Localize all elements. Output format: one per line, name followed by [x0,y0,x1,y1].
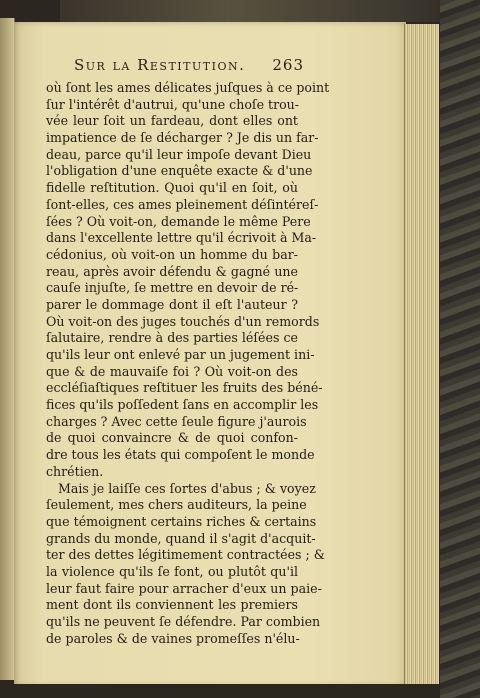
text-line: qu'ils ne peuvent ſe défendre. Par combien [46,614,321,629]
text-line: deau, parce qu'il leur impoſe devant Dieu [46,146,312,162]
text-line: que témoignent certains riches & certains [46,513,317,529]
body-text [46,80,330,647]
text-line: fices qu'ils poſſedent ſans en accomplir les [46,397,319,413]
running-title: Sur la Restitution. [74,56,246,74]
text-line: qu'ils leur ont enlevé par un jugement ini- [46,347,315,362]
running-header [74,56,304,80]
text-line: fidelle reſtitution. Quoi qu'il en ſoit, où [46,180,298,196]
text-line: grands du monde, quand il s'agit d'acquit- [46,530,316,546]
page-block-edge [404,24,439,686]
text-line: Mais je laiſſe ces ſortes d'abus ; & voyez [58,480,316,496]
text-line: ſont-elles, ces ames pleinement déſintéreſ- [46,196,319,212]
text-line: l'obligation d'une enquête exacte & d'une [46,163,313,179]
text-line: vée leur ſoit un fardeau, dont elles ont [46,113,298,129]
text-line: où ſont les ames délicates juſques à ce point [46,80,330,95]
book-cover-marbled [440,0,480,698]
text-line: ſées ? Où voit-on, demande le même Pere [46,213,311,229]
text-line: que & de mauvaiſe foi ? Où voit-on des [46,363,298,379]
text-line: de paroles & de vaines promeſſes n'élu- [46,630,300,646]
text-line: de quoi convaincre & de quoi confon- [46,430,298,446]
text-line: ter des dettes légitimement contractées ; & [46,547,325,563]
text-line: cauſe injuſte, ſe mettre en devoir de ré- [46,280,299,296]
bottom-shadow [0,684,440,698]
book-cover-top [60,0,480,22]
text-line: ſur l'intérêt d'autrui, qu'une choſe trou- [46,96,300,112]
text-line: dans l'excellente lettre qu'il écrivoit à Ma- [46,230,317,246]
text-line: leur faut faire pour arracher d'eux un paie- [46,580,322,596]
text-line: impatience de ſe décharger ? Je dis un far- [46,130,319,146]
text-line: ſeulement, mes chers auditeurs, la peine [46,497,307,513]
text-line: charges ? Avec cette ſeule figure j'aurois [46,413,307,429]
text-line: parer le dommage dont il eſt l'auteur ? [46,296,298,312]
page-number: 263 [272,56,304,74]
text-line: la violence qu'ils ſe font, ou plutôt qu'il [46,563,298,579]
text-line: cédonius, où voit-on un homme du bar- [46,246,298,262]
facing-page-edge [0,18,15,680]
text-line: dre tous les états qui compoſent le monde [46,447,315,463]
text-line: ment dont ils conviennent les premiers [46,597,298,613]
text-line: reau, après avoir défendu & gagné une [46,263,298,279]
text-line: ſalutaire, rendre à des parties léſées ce [46,330,298,346]
text-line: chrétien. [46,463,104,479]
text-line: eccléſiaſtiques reſtituer les fruits des béné- [46,380,323,396]
text-line: Où voit-on des juges touchés d'un remords [46,313,320,329]
